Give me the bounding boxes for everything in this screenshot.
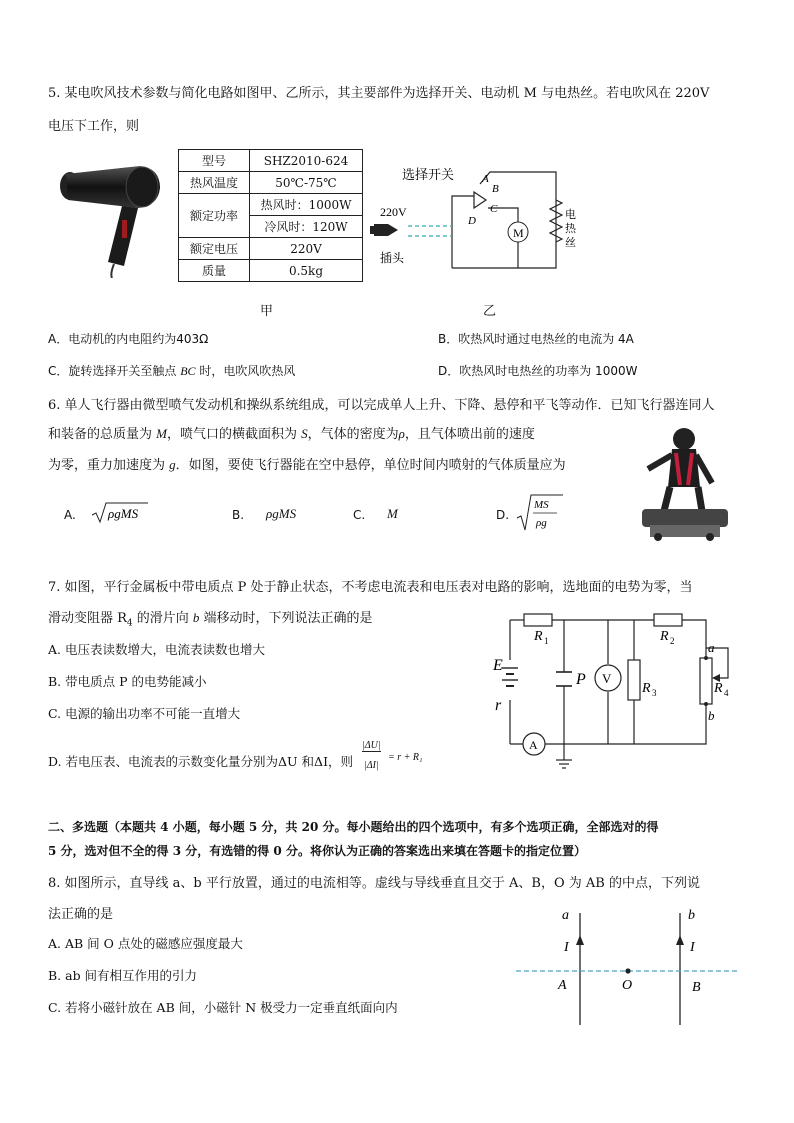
area-var: S xyxy=(301,426,308,441)
r3-label: R xyxy=(642,681,651,696)
current-b-label: I xyxy=(690,940,695,955)
q6-text: 和装备的总质量为 xyxy=(48,427,157,442)
voltmeter-label: V xyxy=(602,671,612,686)
q5-option-c-pre: C．旋转选择开关至触点 xyxy=(48,364,181,378)
q6-option-d-den: ρg xyxy=(536,517,547,529)
q6-option-d-label: D. xyxy=(496,508,510,522)
q6-option-c-expr: M xyxy=(387,506,398,521)
voltage-220-label: 220V xyxy=(380,205,407,219)
temp-label: 热风温度 xyxy=(179,172,250,194)
q6-line1: 6. 单人飞行器由微型喷气发动机和操纵系统组成，可以完成单人上升、下降、悬停和平飞等动作．已知飞行器连同人 xyxy=(48,398,715,413)
q7-option-d-rhs: = r + R₁ xyxy=(388,752,423,763)
q7-text: 滑动变阻器 R xyxy=(48,611,127,626)
q5-option-c-var: BC xyxy=(180,364,196,378)
power-cold: 冷风时：120W xyxy=(250,216,363,238)
motor-label: M xyxy=(513,226,524,240)
r2-label: R xyxy=(660,629,669,644)
q6-option-b-label: B. xyxy=(232,508,245,522)
q6-text: 为零，重力加速度为 xyxy=(48,458,170,473)
terminal-a-label: a xyxy=(708,640,715,655)
r1-label: R xyxy=(534,629,543,644)
contact-b: B xyxy=(492,183,499,195)
q6-option-b-expr: ρgMS xyxy=(266,506,297,521)
q6-text: ．如图，要使飞行器能在空中悬停，单位时间内喷射的气体质量应为 xyxy=(175,458,566,473)
q7-b-var: b xyxy=(192,610,200,625)
point-a-label: A xyxy=(558,978,567,993)
q7-circuit xyxy=(488,600,738,770)
caption-jia: 甲 xyxy=(260,304,274,319)
caption-yi: 乙 xyxy=(483,304,497,319)
q5-option-b: B．吹热风时通过电热丝的电流为 4A xyxy=(438,332,634,346)
spec-table xyxy=(178,149,363,282)
q7-text: 的滑片向 xyxy=(132,611,193,626)
q8-line1: 8. 如图所示，直导线 a、b 平行放置，通过的电流相等。虚线与导线垂直且交于 A、B，O 为 AB 的中点，下列说 xyxy=(48,876,700,891)
q8-option-b: B. ab 间有相互作用的引力 xyxy=(48,968,198,983)
q7-option-c: C. 电源的输出功率不可能一直增大 xyxy=(48,706,241,721)
q8-option-a: A. AB 间 O 点处的磁感应强度最大 xyxy=(48,936,243,951)
dryer-circuit xyxy=(370,160,590,280)
jet-flyer-image xyxy=(628,425,740,543)
r4-label: R xyxy=(714,681,723,696)
mass-label: 质量 xyxy=(179,260,250,282)
point-b-label: B xyxy=(692,980,701,995)
contact-a: A xyxy=(482,173,489,185)
q7-option-a: A. 电压表读数增大，电流表读数也增大 xyxy=(48,642,265,657)
gravity-var: g xyxy=(169,457,176,472)
q5-option-a: A．电动机的内电阻约为403Ω xyxy=(48,332,209,346)
q6-option-c-label: C. xyxy=(353,508,366,522)
power-hot: 热风时：1000W xyxy=(250,194,363,216)
wire-a-label: a xyxy=(562,908,569,923)
power-label: 额定功率 xyxy=(179,194,250,238)
plug-label: 插头 xyxy=(380,251,405,265)
q5-option-c xyxy=(48,362,295,379)
q7-option-d-num: |ΔU| xyxy=(362,740,381,751)
q5-option-d: D．吹热风时电热丝的功率为 1000W xyxy=(438,364,638,378)
q8-wires-figure xyxy=(512,895,744,1027)
q6-text: ，且气体喷出前的速度 xyxy=(404,427,535,442)
q6-text: ，气体的密度为 xyxy=(307,427,399,442)
q8-line2: 法正确的是 xyxy=(48,907,114,922)
q6-text: ，喷气口的横截面积为 xyxy=(166,427,302,442)
terminal-b-label: b xyxy=(708,708,715,723)
q7-option-b: B. 带电质点 P 的电势能减小 xyxy=(48,674,207,689)
section2-line1: 二、多选题（本题共 4 小题，每小题 5 分，共 20 分。每小题给出的四个选项中，有多个选项正确，全部选对的得 xyxy=(48,820,659,834)
q6-option-a-label: A. xyxy=(64,508,76,522)
voltage-label: 额定电压 xyxy=(179,238,250,260)
heater-char-3: 丝 xyxy=(565,237,576,249)
q5-line2: 电压下工作，则 xyxy=(48,119,140,134)
internal-r-label: r xyxy=(495,697,502,714)
mass-var: M xyxy=(156,426,167,441)
q6-option-a-expr: ρgMS xyxy=(108,506,139,521)
density-var: ρ xyxy=(398,426,405,441)
q6-option-a-sqrt xyxy=(90,500,150,526)
mass-value: 0.5kg xyxy=(250,260,363,282)
q5-option-c-post: 时，电吹风吹热风 xyxy=(195,364,296,378)
r1-sub: 1 xyxy=(544,636,549,646)
q7-option-d-den: |ΔI| xyxy=(364,760,379,771)
contact-c: C xyxy=(490,203,498,215)
model-value: SHZ2010-624 xyxy=(250,150,363,172)
q6-option-d-num: MS xyxy=(534,499,549,511)
particle-p-label: P xyxy=(576,671,586,688)
current-a-label: I xyxy=(564,940,569,955)
heater-char-2: 热 xyxy=(565,223,576,235)
r3-sub: 3 xyxy=(652,688,657,698)
contact-d: D xyxy=(468,215,476,227)
q6-line2 xyxy=(48,423,535,442)
voltage-value: 220V xyxy=(250,238,363,260)
q6-option-d-sqrt xyxy=(515,492,565,534)
r2-sub: 2 xyxy=(670,636,675,646)
q7-line2 xyxy=(48,607,373,629)
q7-sub: 4 xyxy=(126,618,133,629)
emf-label: E xyxy=(493,657,503,674)
q8-option-c: C. 若将小磁针放在 AB 间，小磁针 N 极受力一定垂直纸面向内 xyxy=(48,1000,398,1015)
q7-option-d: D. 若电压表、电流表的示数变化量分别为ΔU 和ΔI，则 xyxy=(48,754,354,769)
section2-line2: 5 分，选对但不全的得 3 分，有选错的得 0 分。将你认为正确的答案选出来填在答题卡的指定位置） xyxy=(48,844,586,858)
r4-sub: 4 xyxy=(724,688,729,698)
hair-dryer-image xyxy=(52,158,172,278)
q5-line1: 5. 某电吹风技术参数与简化电路如图甲、乙所示，其主要部件为选择开关、电动机 M 与电热丝。若电吹风在 220V xyxy=(48,86,710,101)
heater-char-1: 电 xyxy=(565,209,576,221)
model-label: 型号 xyxy=(179,150,250,172)
q7-text: 端移动时，下列说法正确的是 xyxy=(199,611,373,626)
q7-line1: 7. 如图，平行金属板中带电质点 P 处于静止状态，不考虑电流表和电压表对电路的影响，选地面的电势为零，当 xyxy=(48,580,693,595)
wire-b-label: b xyxy=(688,908,695,923)
q6-line3 xyxy=(48,454,566,473)
point-o-label: O xyxy=(622,978,633,993)
ammeter-label: A xyxy=(529,738,538,752)
temp-value: 50℃-75℃ xyxy=(250,172,363,194)
switch-label: 选择开关 xyxy=(402,167,455,182)
